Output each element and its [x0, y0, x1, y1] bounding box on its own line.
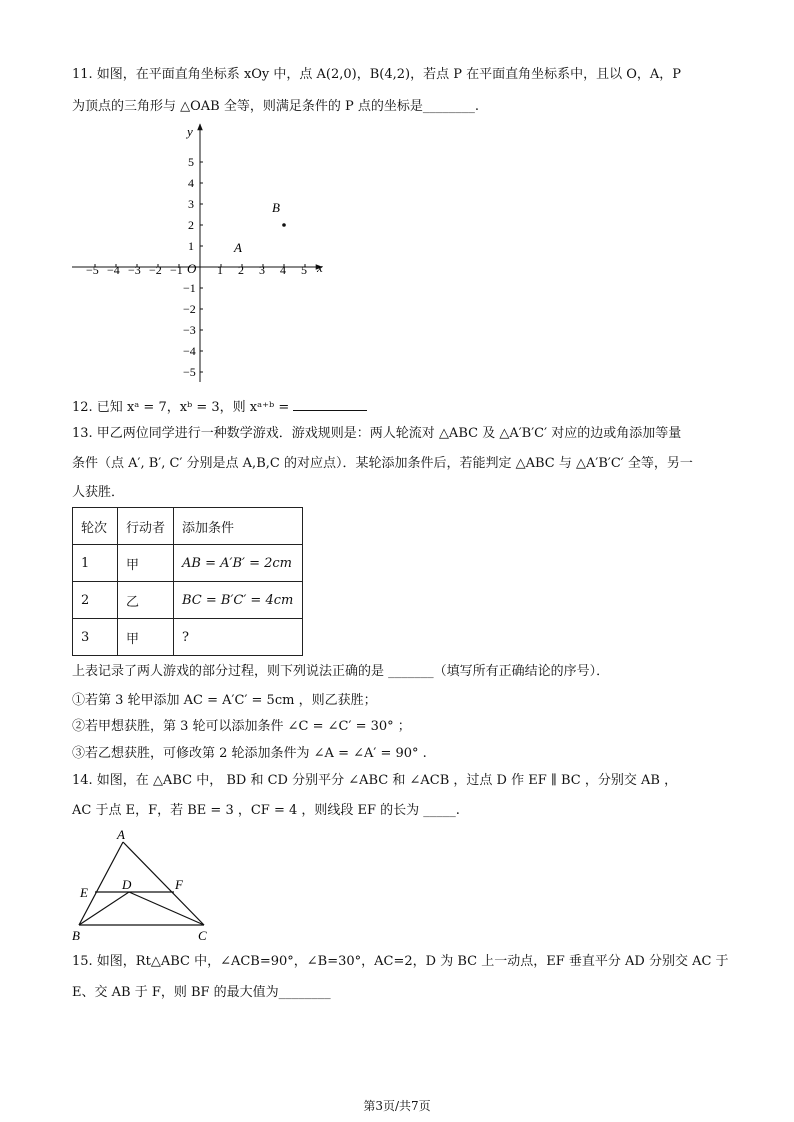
- x-tick-label: −1: [170, 263, 183, 277]
- q11-line2: 为顶点的三角形与 △OAB 全等，则满足条件的 P 点的坐标是________.: [72, 99, 480, 114]
- table-cell: AB = A′B′ = 2cm: [174, 545, 303, 582]
- coordinate-graph: [66, 118, 336, 388]
- q11-line1: 11. 如图，在平面直角坐标系 xOy 中，点 A(2,0)，B(4,2)，若点 P 在平面直角坐标系中，且以 O，A，P: [72, 67, 682, 82]
- table-cell: ?: [174, 619, 303, 656]
- label-f: F: [175, 877, 183, 892]
- q13-after: 上表记录了两人游戏的部分过程，则下列说法正确的是 _______（填写所有正确结论的序号）．: [72, 664, 610, 679]
- table-cell: 甲: [118, 619, 174, 656]
- label-c: C: [198, 928, 207, 943]
- q14-line2: AC 于点 E，F，若 BE = 3 ，CF = 4 ，则线段 EF 的长为 _____.: [72, 803, 460, 818]
- x-tick-label: −5: [86, 263, 99, 277]
- table-cell: 甲: [118, 545, 174, 582]
- triangle-figure: [70, 826, 220, 944]
- table-header-row: [73, 508, 303, 545]
- point-b-label: B: [272, 200, 280, 215]
- x-tick-label: 5: [301, 263, 307, 277]
- q13-line2: 条件（点 A′, B′, C′ 分别是点 A,B,C 的对应点）．某轮添加条件后，若能判定 △ABC 与 △A′B′C′ 全等，另一: [72, 456, 693, 471]
- table-cell: 2: [73, 582, 118, 619]
- point-a-label: A: [234, 240, 242, 255]
- table-row: [73, 582, 303, 619]
- conditions-table: [72, 507, 303, 656]
- q13-line1: 13. 甲乙两位同学进行一种数学游戏．游戏规则是：两人轮流对 △ABC 及 △A′B′C′ 对应的边或角添加等量: [72, 426, 682, 441]
- y-tick-label: 5: [188, 155, 194, 169]
- q12-text: 12. 已知 xᵃ = 7，xᵇ = 3，则 xᵃ⁺ᵇ =: [72, 400, 294, 415]
- y-tick-label: −3: [183, 323, 196, 337]
- x-tick-label: 1: [217, 263, 223, 277]
- table-cell: 1: [73, 545, 118, 582]
- side-ac: [123, 842, 204, 925]
- q12-answer-blank: [293, 396, 367, 411]
- q14-line1: 14. 如图，在 △ABC 中， BD 和 CD 分别平分 ∠ABC 和 ∠ACB ，过点 D 作 EF ∥ BC ，分别交 AB ，: [72, 773, 678, 788]
- segment-cd: [129, 892, 204, 925]
- q15-line2: E、交 AB 于 F，则 BF 的最大值为________: [72, 985, 331, 1000]
- label-d: D: [122, 877, 132, 892]
- x-axis-label: x: [317, 260, 323, 275]
- q13-line3: 人获胜．: [72, 485, 125, 500]
- x-tick-label: 4: [280, 263, 286, 277]
- y-tick-label: 3: [188, 197, 194, 211]
- table-header: 添加条件: [174, 508, 303, 545]
- y-tick-label: 4: [188, 176, 194, 190]
- x-tick-label: −2: [149, 263, 162, 277]
- table-header: 轮次: [73, 508, 118, 545]
- q13-option-1: ①若第 3 轮甲添加 AC = A′C′ = 5cm ，则乙获胜；: [72, 693, 377, 708]
- label-b: B: [72, 928, 80, 943]
- page-footer: 第3页/共7页: [363, 1099, 431, 1113]
- y-tick-label: −1: [183, 281, 196, 295]
- table-cell: 3: [73, 619, 118, 656]
- y-axis-label: y: [187, 124, 193, 139]
- table-header: 行动者: [118, 508, 174, 545]
- y-tick-label: −5: [183, 365, 196, 379]
- y-tick-label: 1: [188, 239, 194, 253]
- x-tick-label: 2: [238, 263, 244, 277]
- side-ab: [79, 842, 123, 925]
- table-cell: 乙: [118, 582, 174, 619]
- x-tick-label: −4: [107, 263, 120, 277]
- y-tick-label: −2: [183, 302, 196, 316]
- x-tick-label: 3: [259, 263, 265, 277]
- y-tick-label: 2: [188, 218, 194, 232]
- label-a: A: [117, 827, 125, 842]
- table-row: [73, 545, 303, 582]
- table-cell: BC = B′C′ = 4cm: [174, 582, 303, 619]
- q13-option-3: ③若乙想获胜，可修改第 2 轮添加条件为 ∠A = ∠A′ = 90° .: [72, 746, 427, 761]
- y-tick-label: −4: [183, 344, 196, 358]
- origin-label: O: [187, 261, 197, 276]
- point-b: [282, 223, 286, 227]
- label-e: E: [80, 885, 88, 900]
- q13-option-2: ②若甲想获胜，第 3 轮可以添加条件 ∠C = ∠C′ = 30° ；: [72, 719, 411, 734]
- q15-line1: 15. 如图，Rt△ABC 中，∠ACB=90°，∠B=30°，AC=2，D 为 BC 上一动点，EF 垂直平分 AD 分别交 AC 于: [72, 954, 729, 969]
- x-tick-label: −3: [128, 263, 141, 277]
- table-row: [73, 619, 303, 656]
- q12: [72, 396, 367, 417]
